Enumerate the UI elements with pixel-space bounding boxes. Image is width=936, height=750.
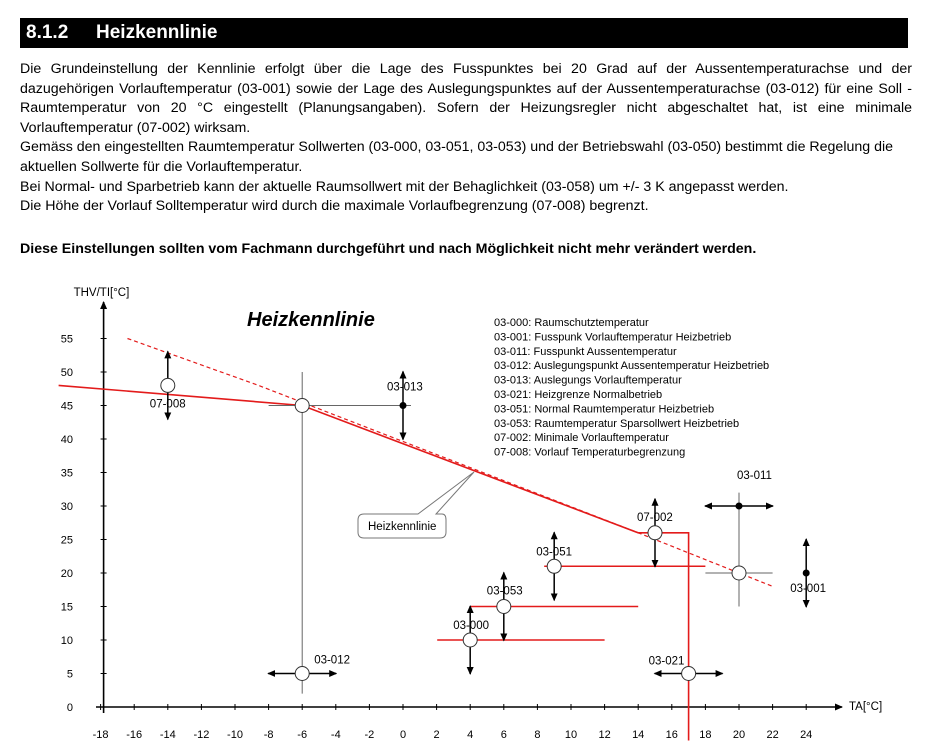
setpoint-03-012 [268, 655, 350, 681]
setpoint-label: 07-008 [149, 398, 186, 411]
x-tick-label: -18 [92, 729, 109, 741]
curve-point-20 [732, 566, 746, 580]
y-tick-label: 45 [60, 400, 73, 413]
setpoint-circle [463, 633, 477, 647]
setpoint-circle [547, 559, 561, 573]
x-tick-label: -4 [330, 729, 341, 741]
paragraph: Die Grundeinstellung der Kennlinie erfolgt über die Lage des Fusspunktes bei 20 Grad auf der Aussentemperaturachse und der dazugehörigen Vorlauftemperatur (03-001) sowie der Lage des Auslegungspunktes auf der Aussentemperaturachse (03-012) für eine Soll - Raumtemperatur von 20 °C eingestellt (Planungsangaben). Sofern der Heizungsregler nicht abgeschaltet hat, ist eine minimale Vorlauftemperatur (07-002) wirksam. [20, 61, 912, 136]
section-number: 8.1.2 [26, 22, 69, 43]
setpoint-label: 03-053 [486, 585, 523, 598]
x-tick-label: 12 [598, 729, 611, 741]
x-tick-label: 20 [732, 729, 746, 741]
legend-entry: 03-001: Fusspunk Vorlauftemperatur Heizbetrieb [494, 331, 732, 344]
setpoint-label: 03-011 [737, 470, 772, 482]
legend-entry: 03-053: Raumtemperatur Sparsollwert Heizbetrieb [494, 417, 740, 430]
x-tick-label: -16 [126, 729, 143, 741]
y-tick-label: 10 [60, 635, 73, 647]
x-axis-label: TA[°C] [849, 701, 883, 713]
setpoint-label: 03-013 [387, 381, 423, 394]
y-tick-label: 55 [60, 333, 73, 346]
paragraph: Die Höhe der Vorlauf Solltemperatur wird durch die maximale Vorlaufbegrenzung (07-008) begrenzt. [20, 198, 649, 215]
x-tick-label: -12 [193, 729, 210, 741]
legend-entry: 03-012: Auslegungspunkt Aussentemperatur Heizbetrieb [494, 360, 770, 373]
expert-note: Diese Einstellungen sollten vom Fachmann durchgeführt und nach Möglichkeit nicht mehr verändert werden. [20, 241, 757, 257]
curve-point-45 [295, 399, 309, 413]
setpoint-03-001 [790, 539, 826, 607]
setpoint-circle [295, 667, 309, 681]
setpoint-circle [161, 378, 175, 392]
y-tick-label: 30 [60, 501, 73, 513]
y-tick-label: 50 [60, 367, 73, 379]
y-tick-label: 5 [66, 668, 73, 681]
legend-entry: 03-021: Heizgrenze Normalbetrieb [494, 389, 663, 401]
y-tick-label: 0 [66, 702, 73, 714]
setpoint-label: 03-001 [790, 583, 827, 595]
y-tick-label: 40 [60, 434, 73, 446]
setpoint-label: 07-002 [637, 511, 673, 524]
paragraph: Bei Normal- und Sparbetrieb kann der aktuelle Raumsollwert mit der Behaglichkeit (03-058) um +/- 3 K angepasst werden. [20, 178, 789, 195]
chart-title: Heizkennlinie [247, 309, 375, 331]
setpoint-03-011 [705, 470, 773, 510]
setpoint-circle [682, 667, 696, 681]
setpoint-label: 03-012 [314, 654, 351, 667]
paragraph: Gemäss den eingestellten Raumtemperatur Sollwerten (03-000, 03-051, 03-053) und der Betriebswahl (03-050) bestimmt die Regelung die aktuellen Sollwerte für die Vorlauftemperatur. [20, 139, 894, 175]
setpoint-label: 03-000 [453, 620, 490, 632]
x-tick-label: 14 [632, 729, 645, 741]
setpoint-label: 03-021 [648, 655, 685, 668]
legend-entry: 03-000: Raumschutztemperatur [494, 317, 649, 329]
x-tick-label: 2 [433, 729, 440, 741]
legend-entry: 07-008: Vorlauf Temperaturbegrenzung [494, 446, 686, 459]
x-tick-label: 18 [699, 729, 712, 741]
legend-entry: 03-013: Auslegungs Vorlauftemperatur [494, 374, 682, 387]
y-axis-label: THV/TI[°C] [73, 287, 130, 299]
x-tick-label: -14 [159, 729, 176, 741]
x-tick-label: 4 [467, 729, 474, 741]
x-tick-label: -8 [263, 729, 274, 741]
x-tick-label: 6 [500, 729, 507, 741]
y-tick-label: 20 [60, 568, 73, 580]
legend-entry: 03-051: Normal Raumtemperatur Heizbetrieb [494, 403, 715, 416]
setpoint-dot [400, 402, 407, 409]
x-tick-label: 10 [564, 729, 578, 741]
x-tick-label: 8 [534, 729, 541, 741]
x-tick-label: 0 [399, 729, 407, 741]
legend [494, 317, 769, 459]
x-tick-label: 16 [665, 729, 678, 741]
x-tick-label: -10 [227, 729, 243, 741]
section-title: Heizkennlinie [96, 22, 218, 43]
setpoint-circle [648, 526, 662, 540]
x-tick-label: -6 [297, 729, 308, 741]
x-tick-label: 22 [766, 729, 779, 741]
callout-label: Heizkennlinie [368, 521, 437, 533]
y-tick-label: 35 [60, 467, 73, 480]
setpoint-dot [803, 570, 810, 577]
setpoint-03-021 [649, 656, 723, 681]
setpoint-label: 03-051 [536, 546, 573, 559]
curve-callout [358, 472, 474, 538]
y-tick-label: 15 [60, 601, 73, 614]
legend-entry: 03-011: Fusspunkt Aussentemperatur [494, 345, 677, 358]
setpoint-07-008 [150, 351, 186, 419]
y-tick-label: 25 [60, 534, 73, 547]
x-tick-label: 24 [800, 729, 813, 741]
setpoint-circle [497, 600, 511, 614]
setpoint-dot [736, 503, 743, 510]
legend-entry: 07-002: Minimale Vorlauftemperatur [494, 432, 669, 445]
x-tick-label: -2 [364, 729, 375, 741]
